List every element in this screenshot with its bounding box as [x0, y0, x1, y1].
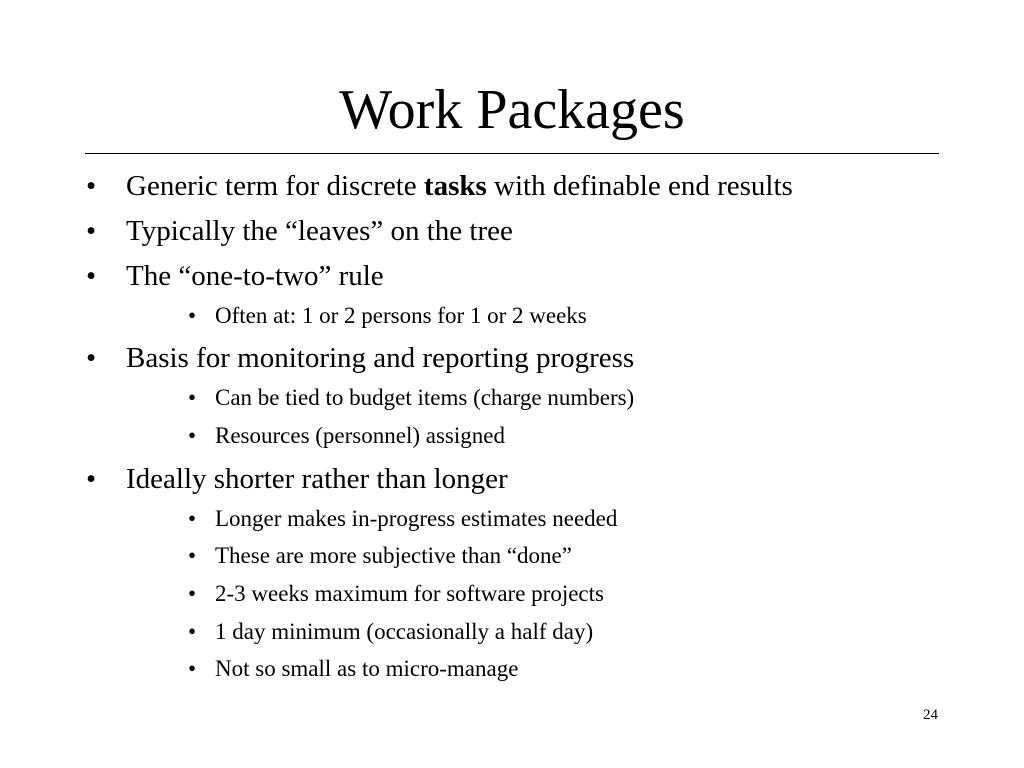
sub-bullet-item	[188, 580, 604, 608]
sub-bullet-item	[188, 655, 518, 683]
bullet-text: Ideally shorter rather than longer	[126, 463, 508, 495]
bullet-text-post: with definable end results	[486, 170, 793, 202]
sub-bullet-item	[188, 618, 593, 646]
bullet-glyph: •	[188, 581, 197, 606]
bullet-text: Often at: 1 or 2 persons for 1 or 2 weeks	[215, 303, 587, 328]
bullet-text: Longer makes in-progress estimates needed	[215, 506, 618, 531]
bullet-glyph: •	[86, 260, 97, 292]
bullet-text-pre: Generic term for discrete	[126, 170, 424, 202]
page-number: 24	[923, 707, 938, 723]
bullet-glyph: •	[188, 506, 197, 531]
bullet-text: Resources (personnel) assigned	[215, 423, 505, 448]
bullet-item	[86, 341, 634, 375]
bullet-text: The “one-to-two” rule	[126, 260, 384, 292]
sub-bullet-item	[188, 542, 572, 570]
bullet-glyph: •	[188, 543, 197, 568]
bullet-glyph: •	[86, 215, 97, 247]
bullet-item	[86, 462, 508, 496]
sub-bullet-item	[188, 422, 505, 450]
sub-bullet-item	[188, 384, 634, 412]
sub-bullet-item	[188, 505, 617, 533]
bullet-text: Basis for monitoring and reporting progress	[126, 342, 635, 374]
sub-bullet-item	[188, 302, 587, 330]
bullet-glyph: •	[86, 463, 97, 495]
bullet-text: Typically the “leaves” on the tree	[126, 215, 513, 247]
bullet-glyph: •	[188, 303, 197, 328]
bullet-glyph: •	[188, 423, 197, 448]
slide-title: Work Packages	[339, 79, 685, 141]
bullet-glyph: •	[86, 170, 97, 202]
bullet-glyph: •	[188, 385, 197, 410]
bullet-glyph: •	[188, 619, 197, 644]
bullet-text: Can be tied to budget items (charge numbers)	[215, 385, 635, 410]
bullet-glyph: •	[188, 656, 197, 681]
bullet-item	[86, 169, 793, 203]
bullet-glyph: •	[86, 342, 97, 374]
bullet-text: 2-3 weeks maximum for software projects	[215, 581, 604, 606]
bullet-item	[86, 259, 384, 293]
bullet-text: Not so small as to micro-manage	[215, 656, 519, 681]
bullet-item	[86, 214, 513, 248]
bullet-text: 1 day minimum (occasionally a half day)	[215, 619, 594, 644]
bullet-text-bold: tasks	[423, 170, 487, 202]
bullet-text: These are more subjective than “done”	[215, 543, 572, 568]
